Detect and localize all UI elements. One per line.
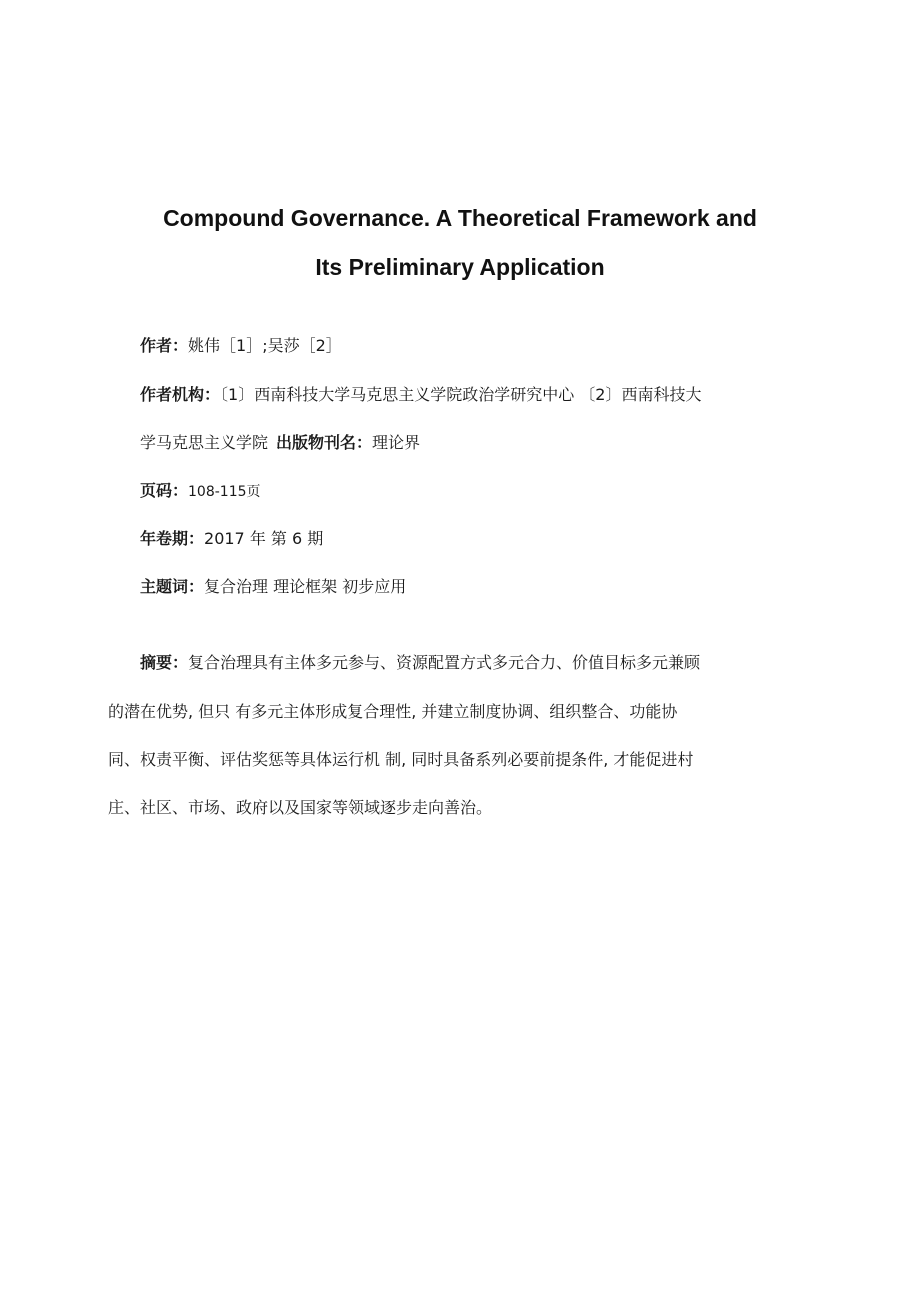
title-line-2: Its Preliminary Application: [315, 254, 605, 280]
affiliation-journal-row: [140, 432, 420, 454]
issue-label: 年卷期：: [140, 529, 205, 548]
keywords-label: 主题词：: [140, 577, 205, 596]
pages-value: 108-115页: [188, 484, 261, 500]
abstract-text-1: 复合治理具有主体多元参与、资源配置方式多元合力、价值目标多元兼顾: [188, 653, 701, 672]
affiliation-value-line-1: 〔1〕西南科技大学马克思主义学院政治学研究中心 〔2〕西南科技大: [220, 385, 702, 404]
abstract-line-1: [140, 652, 840, 674]
keywords-value: 复合治理 理论框架 初步应用: [204, 577, 407, 596]
pages-label: 页码：: [140, 481, 189, 500]
journal-value: 理论界: [372, 433, 421, 452]
keywords-row: [140, 576, 406, 598]
authors-label: 作者：: [140, 336, 189, 355]
affiliation-label: 作者机构：: [140, 385, 221, 404]
abstract-line-4: 庄、社区、市场、政府以及国家等领域逐步走向善治。: [108, 798, 493, 817]
title-line-1: Compound Governance. A Theoretical Framework and: [163, 205, 757, 231]
abstract-line-2: 的潜在优势, 但只 有多元主体形成复合理性, 并建立制度协调、组织整合、功能协: [108, 702, 678, 721]
authors-value: 姚伟［1］;吴莎［2］: [188, 336, 342, 355]
abstract-label: 摘要：: [140, 653, 189, 672]
issue-value: 2017 年 第 6 期: [204, 529, 324, 548]
authors-row: [140, 335, 342, 357]
affiliation-row: [140, 384, 701, 406]
pages-row: [140, 480, 261, 503]
affiliation-value-line-2: 学马克思主义学院: [140, 433, 269, 452]
abstract-line-3: 同、权责平衡、评估奖惩等具体运行机 制, 同时具备系列必要前提条件, 才能促进村: [108, 750, 694, 769]
issue-row: [140, 528, 323, 550]
journal-label: 出版物刊名：: [276, 433, 373, 452]
